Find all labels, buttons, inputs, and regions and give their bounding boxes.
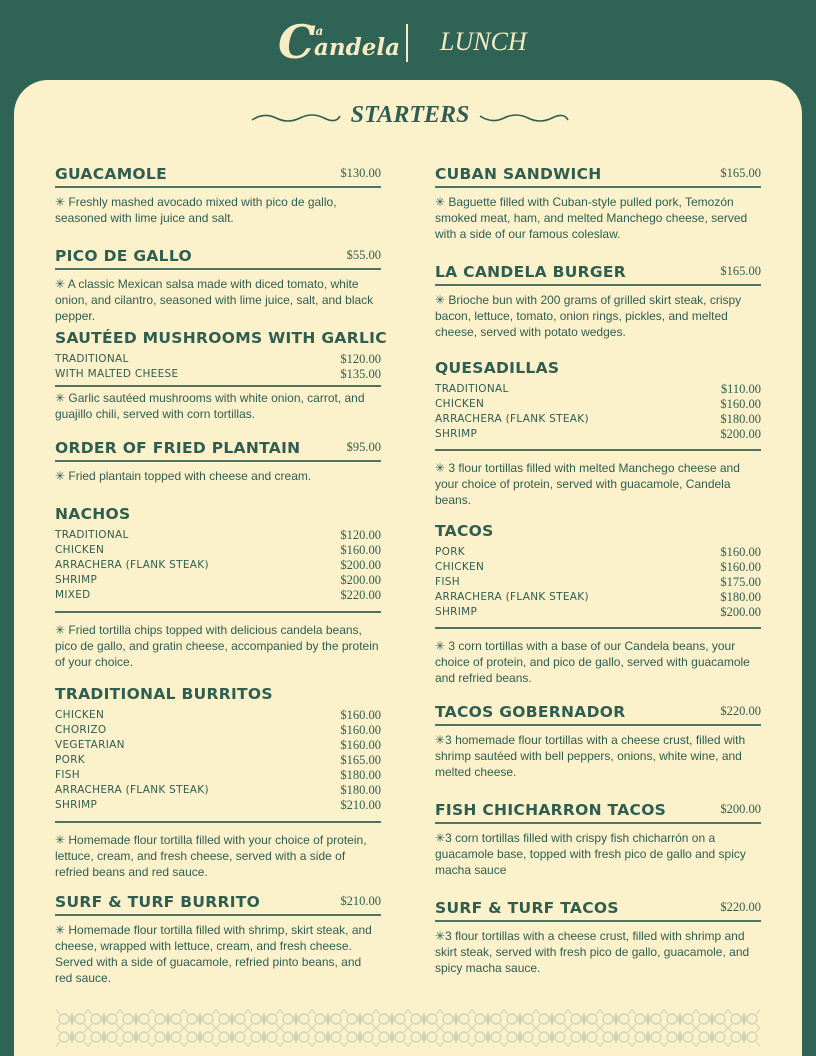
item-rule (435, 822, 761, 824)
option-row: SHRIMP $200.00 (55, 573, 381, 587)
item-description: ✳3 corn tortillas filled with crispy fish chicharrón on a guacamole base, topped with fresh pico de gallo and spicy macha sauce (435, 830, 746, 877)
section-title: STARTERS (350, 102, 470, 128)
option-row: SHRIMP $200.00 (435, 427, 761, 441)
option-row: VEGETARIAN $160.00 (55, 738, 381, 752)
menu-item-fried-plantain (55, 438, 381, 484)
option-row: ARRACHERA (FLANK STEAK) $200.00 (55, 558, 381, 572)
menu-item-traditional-burritos (55, 684, 381, 880)
menu-item-sauteed-mushrooms (55, 328, 387, 422)
option-row: MIXED $220.00 (55, 588, 381, 602)
item-rule (55, 914, 381, 916)
option-row: ARRACHERA (FLANK STEAK) $180.00 (435, 590, 761, 604)
option-row: PORK $160.00 (435, 545, 761, 559)
item-name: TRADITIONAL BURRITOS (55, 685, 273, 703)
item-rule (55, 460, 381, 462)
item-price: $220.00 (720, 900, 761, 914)
menu-title: LUNCH (440, 27, 527, 56)
option-row: CHICKEN $160.00 (55, 543, 381, 557)
item-name: GUACAMOLE (55, 165, 167, 183)
item-rule (55, 821, 381, 823)
logo-initial: C (278, 15, 315, 69)
option-row: FISH $175.00 (435, 575, 761, 589)
item-description: ✳3 flour tortillas with a cheese crust, filled with shrimp and skirt steak, served with fresh pico de gallo, guacamole, and spicy macha sauce. (435, 928, 750, 975)
item-description: ✳ Homemade flour tortilla filled with your choice of protein, lettuce, cream, and fresh cheese, served with a side of refried beans and red sauce. (55, 832, 367, 879)
item-rule (435, 449, 761, 451)
item-name: NACHOS (55, 505, 131, 523)
menu-item-nachos (55, 504, 381, 670)
item-price: $165.00 (720, 166, 761, 180)
header-divider (406, 24, 408, 62)
option-row: WITH MALTED CHEESE $135.00 (55, 367, 381, 381)
item-name: LA CANDELA BURGER (435, 263, 627, 281)
item-description: ✳ Baguette filled with Cuban-style pulled pork, Temozón smoked meat, ham, and melted Manchego cheese, served with a side of our famous coleslaw. (435, 194, 748, 241)
option-row: SHRIMP $200.00 (435, 605, 761, 619)
item-price: $95.00 (346, 440, 381, 454)
option-row: FISH $180.00 (55, 768, 381, 782)
option-row: TRADITIONAL $120.00 (55, 528, 381, 542)
item-description: ✳ Homemade flour tortilla filled with shrimp, skirt steak, and cheese, wrapped with lettuce, cream, and fresh cheese. Served with a side of guacamole, refried pinto beans, and red sauce. (55, 922, 372, 985)
option-row: CHORIZO $160.00 (55, 723, 381, 737)
item-description: ✳ Freshly mashed avocado mixed with pico de gallo, seasoned with lime juice and salt. (55, 194, 337, 225)
item-options (55, 528, 381, 603)
option-row: CHICKEN $160.00 (435, 560, 761, 574)
option-row: TRADITIONAL $120.00 (55, 352, 381, 366)
item-name: SURF & TURF BURRITO (55, 893, 261, 911)
item-description: ✳3 homemade flour tortillas with a cheese crust, filled with shrimp sautéed with bell peppers, onions, white wine, and melted cheese. (435, 732, 746, 779)
left-wave-ornament (250, 110, 342, 126)
item-description: ✳ 3 flour tortillas filled with melted Manchego cheese and your choice of protein, served with guacamole, Candela beans. (435, 460, 740, 507)
item-price: $130.00 (340, 166, 381, 180)
item-name: PICO DE GALLO (55, 247, 192, 265)
menu-item-guacamole (55, 164, 381, 226)
item-name: SAUTÉED MUSHROOMS WITH GARLIC (55, 329, 387, 347)
item-description: ✳ 3 corn tortillas with a base of our Candela beans, your choice of protein, and pico de gallo, served with guacamole and refried beans. (435, 638, 750, 685)
item-rule (55, 611, 381, 613)
section-heading (250, 100, 570, 136)
item-name: CUBAN SANDWICH (435, 165, 602, 183)
option-row: SHRIMP $210.00 (55, 798, 381, 812)
la-candela-logo (278, 14, 400, 70)
item-name: FISH CHICHARRON TACOS (435, 801, 667, 819)
item-price: $210.00 (340, 894, 381, 908)
header (0, 0, 816, 82)
option-row: CHICKEN $160.00 (435, 397, 761, 411)
item-price: $200.00 (720, 802, 761, 816)
menu-item-tacos-gobernador (435, 702, 761, 780)
menu-item-pico-de-gallo (55, 246, 381, 324)
item-name: SURF & TURF TACOS (435, 899, 619, 917)
item-rule (55, 385, 381, 387)
item-price: $165.00 (720, 264, 761, 278)
item-price: $55.00 (346, 248, 381, 262)
item-rule (435, 627, 761, 629)
item-rule (435, 920, 761, 922)
menu-item-surf-turf-tacos (435, 898, 761, 976)
decorative-tile-border (56, 1010, 760, 1046)
item-description: ✳ A classic Mexican salsa made with diced tomato, white onion, and cilantro, seasoned with lime juice, salt, and black pepper. (55, 276, 374, 323)
menu-item-surf-turf-burrito (55, 892, 381, 986)
menu-item-tacos (435, 521, 761, 686)
item-options (55, 352, 381, 382)
right-wave-ornament (478, 110, 570, 126)
item-name: QUESADILLAS (435, 359, 560, 377)
item-rule (435, 724, 761, 726)
item-description: ✳ Fried tortilla chips topped with delicious candela beans, pico de gallo, and gratin cheese, accompanied by the protein of your choice. (55, 622, 379, 669)
item-options (435, 382, 761, 442)
menu-item-cuban-sandwich (435, 164, 761, 242)
item-rule (55, 268, 381, 270)
logo-article: la (311, 24, 324, 38)
option-row: PORK $165.00 (55, 753, 381, 767)
option-row: CHICKEN $160.00 (55, 708, 381, 722)
item-description: ✳ Fried plantain topped with cheese and cream. (55, 468, 312, 483)
item-options (55, 708, 381, 813)
item-rule (55, 186, 381, 188)
option-row: ARRACHERA (FLANK STEAK) $180.00 (435, 412, 761, 426)
item-description: ✳ Garlic sautéed mushrooms with white onion, carrot, and guajillo chili, served with corn tortillas. (55, 390, 365, 421)
item-name: ORDER OF FRIED PLANTAIN (55, 439, 301, 457)
item-price: $220.00 (720, 704, 761, 718)
menu-item-fish-chicharron-tacos (435, 800, 761, 878)
menu-item-la-candela-burger (435, 262, 761, 340)
item-rule (435, 186, 761, 188)
item-rule (435, 284, 761, 286)
menu-item-quesadillas (435, 358, 761, 508)
logo-wordmark: andela (314, 34, 400, 61)
option-row: TRADITIONAL $110.00 (435, 382, 761, 396)
item-description: ✳ Brioche bun with 200 grams of grilled skirt steak, crispy bacon, lettuce, tomato, onion rings, pickles, and melted cheese, served with potato wedges. (435, 292, 742, 339)
option-row: ARRACHERA (FLANK STEAK) $180.00 (55, 783, 381, 797)
item-options (435, 545, 761, 620)
item-name: TACOS GOBERNADOR (435, 703, 626, 721)
item-name: TACOS (435, 522, 494, 540)
